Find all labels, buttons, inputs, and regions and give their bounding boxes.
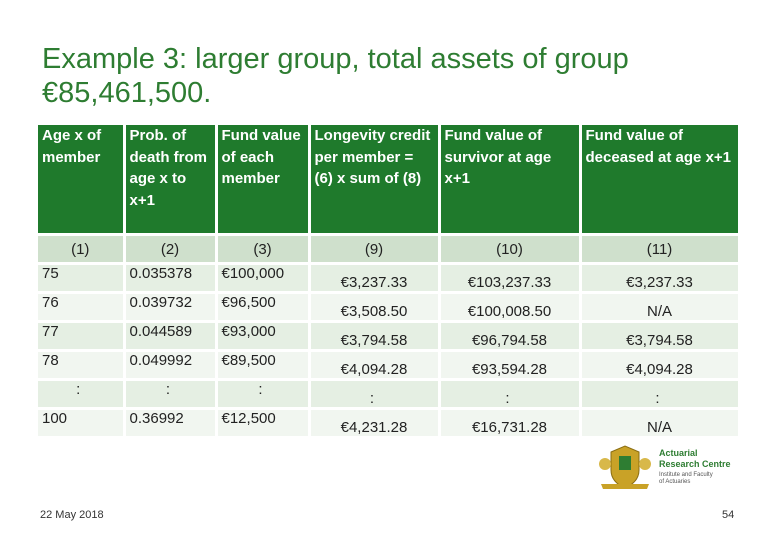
table-row xyxy=(38,351,739,380)
table-cell: €89,500 xyxy=(216,351,309,380)
column-number: (3) xyxy=(216,235,309,264)
header-prob-death: Prob. of death from age x to x+1 xyxy=(124,125,216,235)
logo-line-3: Institute and Faculty xyxy=(659,472,713,478)
table-cell: 78 xyxy=(38,351,124,380)
table-cell: €96,794.58 xyxy=(439,322,580,351)
table-cell: N/A xyxy=(580,409,739,438)
logo-line-2: Research Centre xyxy=(659,459,731,469)
table-cell: : xyxy=(439,380,580,409)
data-table xyxy=(38,125,741,439)
table-cell: €4,231.28 xyxy=(309,409,439,438)
actuarial-research-centre-logo xyxy=(597,442,747,492)
table-cell: 76 xyxy=(38,293,124,322)
header-fund-survivor: Fund value of survivor at age x+1 xyxy=(439,125,580,235)
table-cell: €100,008.50 xyxy=(439,293,580,322)
table-cell: 0.035378 xyxy=(124,264,216,293)
column-number: (9) xyxy=(309,235,439,264)
table-cell: : xyxy=(216,380,309,409)
table-cell: 0.039732 xyxy=(124,293,216,322)
footer-date: 22 May 2018 xyxy=(40,509,104,521)
table-cell: €12,500 xyxy=(216,409,309,438)
table-row xyxy=(38,264,739,293)
header-age: Age x of member xyxy=(38,125,124,235)
table-cell: : xyxy=(580,380,739,409)
table-cell: €3,794.58 xyxy=(309,322,439,351)
table-cell: N/A xyxy=(580,293,739,322)
header-fund-value: Fund value of each member xyxy=(216,125,309,235)
table-cell: 77 xyxy=(38,322,124,351)
slide-title: Example 3: larger group, total assets of group €85,461,500. xyxy=(42,43,629,109)
table-cell: 75 xyxy=(38,264,124,293)
ellipsis-row xyxy=(38,380,739,409)
column-number: (1) xyxy=(38,235,124,264)
table-cell: €100,000 xyxy=(216,264,309,293)
table-cell: €3,237.33 xyxy=(580,264,739,293)
logo-line-4: of Actuaries xyxy=(659,479,691,485)
table-cell: €103,237.33 xyxy=(439,264,580,293)
column-number: (2) xyxy=(124,235,216,264)
crest-icon xyxy=(597,442,653,492)
table-cell: €3,508.50 xyxy=(309,293,439,322)
table-cell: €93,594.28 xyxy=(439,351,580,380)
table-cell: €4,094.28 xyxy=(580,351,739,380)
column-number: (10) xyxy=(439,235,580,264)
table-cell: €93,000 xyxy=(216,322,309,351)
header-fund-deceased: Fund value of deceased at age x+1 xyxy=(580,125,739,235)
table-cell: : xyxy=(309,380,439,409)
table-cell: €4,094.28 xyxy=(309,351,439,380)
table-cell: 0.049992 xyxy=(124,351,216,380)
page-number: 54 xyxy=(722,509,735,521)
table-cell: €3,794.58 xyxy=(580,322,739,351)
table-cell: 100 xyxy=(38,409,124,438)
column-number-row xyxy=(38,235,739,264)
table-cell: €3,237.33 xyxy=(309,264,439,293)
column-number: (11) xyxy=(580,235,739,264)
table-row xyxy=(38,409,739,438)
table-cell: €96,500 xyxy=(216,293,309,322)
table-row xyxy=(38,322,739,351)
header-longevity-credit: Longevity credit per member = (6) x sum of (8) xyxy=(309,125,439,235)
table-cell: : xyxy=(124,380,216,409)
logo-line-1: Actuarial xyxy=(659,448,698,458)
table-cell: 0.044589 xyxy=(124,322,216,351)
table-cell: : xyxy=(38,380,124,409)
table-cell: €16,731.28 xyxy=(439,409,580,438)
table-row xyxy=(38,293,739,322)
header-row xyxy=(38,125,739,235)
table-cell: 0.36992 xyxy=(124,409,216,438)
